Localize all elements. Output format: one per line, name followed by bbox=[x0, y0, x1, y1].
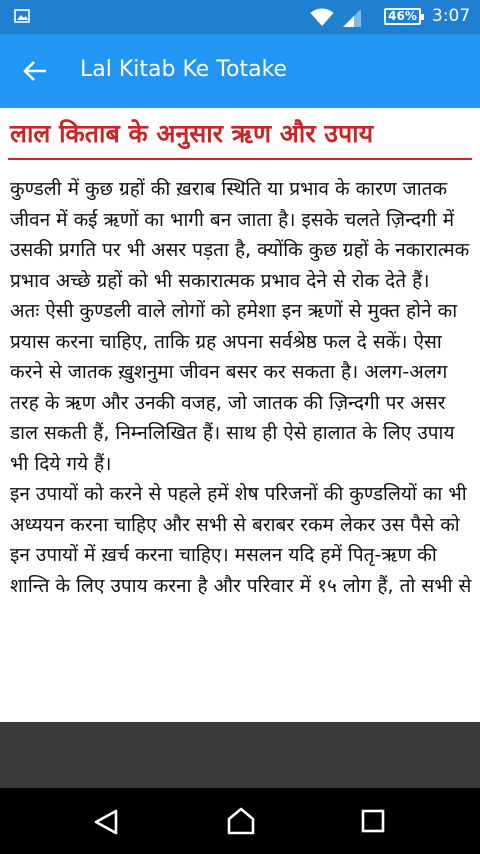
nav-home-icon[interactable] bbox=[226, 806, 256, 836]
app-bar bbox=[0, 34, 480, 108]
app-title: Lal Kitab Ke Totake bbox=[80, 57, 288, 82]
image-icon bbox=[14, 9, 30, 23]
article-body bbox=[10, 174, 474, 601]
nav-back-icon[interactable] bbox=[92, 808, 120, 836]
navigation-bar bbox=[0, 788, 480, 854]
status-time: 3:07 bbox=[432, 6, 471, 26]
status-bar bbox=[0, 0, 480, 34]
article-paragraph: इन उपायों को करने से पहले हमें शेष परिजनों की कुण्डलियों का भी अध्ययन करना चाहिए और सभी से बराबर रकम लेकर उस पैसे को इन उपायों में ख़र्च करना चाहिए। मसलन यदि हमें पितृ-ऋण की शान्ति के लिए उपाय करना है और परिवार में १५ लोग हैं, तो सभी से bbox=[10, 483, 472, 597]
article-paragraph: कुण्डली में कुछ ग्रहों की ख़राब स्थिति या प्रभाव के कारण जातक जीवन में कई ऋणों का भागी बन जाता है। इसके चलते ज़िन्दगी में उसकी प्रगति पर भी असर पड़ता है, क्योंकि कुछ ग्रहों के नकारात्मक प्रभाव अच्छे ग्रहों को भी सकारात्मक प्रभाव देने से रोक देते हैं। bbox=[10, 178, 470, 292]
arrow-left-icon[interactable] bbox=[22, 59, 48, 83]
battery-icon bbox=[384, 8, 421, 25]
bottom-panel bbox=[0, 722, 480, 788]
signal-icon bbox=[341, 8, 363, 27]
article-heading: लाल किताब के अनुसार ऋण और उपाय bbox=[10, 119, 374, 148]
nav-recents-icon[interactable] bbox=[361, 809, 385, 833]
article-content[interactable] bbox=[0, 108, 480, 722]
article-paragraph: अतः ऐसी कुण्डली वाले लोगों को हमेशा इन ऋणों से मुक्त होने का प्रयास करना चाहिए, ताकि ग्रह अपना सर्वश्रेष्ठ फल दे सकें। ऐसा करने से जातक ख़ुशनुमा जीवन बसर कर सकता है। अलग-अलग तरह के ऋण और उनकी वजह, जो जातक की ज़िन्दगी पर असर डाल सकती हैं, निम्नलिखित हैं। साथ ही ऐसे हालात के लिए उपाय भी दिये गये हैं। bbox=[10, 300, 458, 475]
battery-level: 46% bbox=[388, 9, 417, 23]
wifi-icon bbox=[310, 7, 334, 27]
heading-divider bbox=[8, 158, 472, 160]
